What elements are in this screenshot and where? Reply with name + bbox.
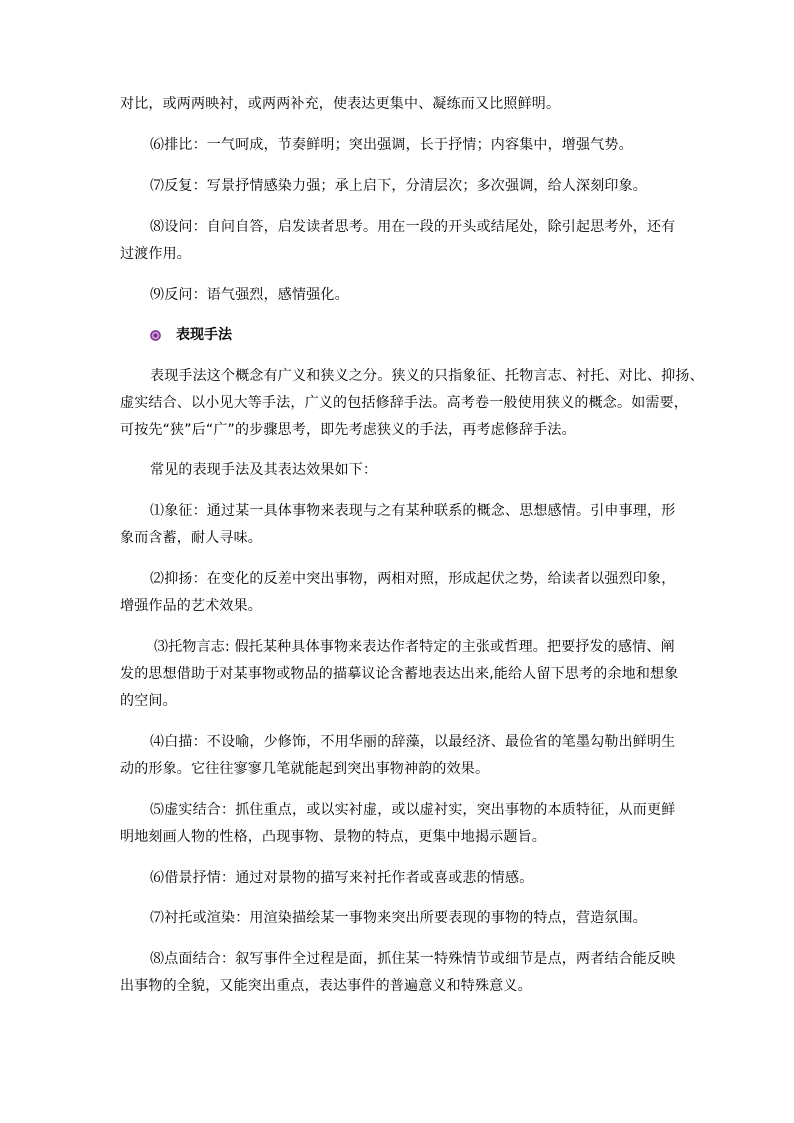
paragraph-rhetorical-question: ⑼反问：语气强烈，感情强化。 [150,287,349,303]
paragraph-parallel-contrast-end: 对比，或两两映衬，或两两补充，使表达更集中、凝练而又比照鲜明。 [120,96,561,112]
paragraph-repetition: ⑺反复：写景抒情感染力强；承上启下，分清层次；多次强调，给人深刻印象。 [150,178,647,194]
paragraph-contrast-rise-fall: ⑵抑扬：在变化的反差中突出事物，两相对照，形成起伏之势，给读者以强烈印象， 增强作品的艺术效果。 [120,571,676,614]
paragraph-rhetorical-question-answer: ⑻设问：自问自答，启发读者思考。用在一段的开头或结尾处，除引起思考外，还有 过渡作用。 [120,219,676,262]
paragraph-point-surface: ⑻点面结合：叙写事件全过程是面，抓住某一特殊情节或细节是点，两者结合能反映 出事物的全貌，又能突出重点，表达事件的普遍意义和特殊意义。 [120,951,676,994]
paragraph-foil-rendering: ⑺衬托或渲染：用渲染描绘某一事物来突出所要表现的事物的特点，营造氛围。 [150,910,647,926]
paragraph-allegory: ⑶托物言志: 假托某种具体事物来表达作者特定的主张或哲理。把要抒发的感情、阐 发的思想借助于对某事物或物品的描摹议论含蓄地表达出来,能给人留下思考的余地和想象 的空间。 [120,639,679,709]
paragraph-parallelism: ⑹排比：一气呵成，节奏鲜明；突出强调，长于抒情；内容集中，增强气势。 [150,137,633,153]
paragraph-symbolism: ⑴象征：通过某一具体事物来表现与之有某种联系的概念、思想感情。引申事理，形 象而含蓄，耐人寻味。 [120,503,676,546]
purple-ring-bullet-icon [150,330,161,341]
paragraph-real-virtual: ⑸虚实结合：抓住重点，或以实衬虚，或以虚衬实，突出事物的本质特征，从而更鲜 明地刻画人物的性格，凸现事物、景物的特点，更集中地揭示题旨。 [120,802,676,845]
section-heading: 表现手法 [176,327,232,343]
paragraph-technique-definition: 表现手法这个概念有广义和狭义之分。狭义的只指象征、托物言志、衬托、对比、抑扬、 虚实结合、以小见大等手法，广义的包括修辞手法。高考卷一般使用狭义的概念。如需要， 可按先“狭”后“广”的步骤思考，即先考虑狭义的手法，再考虑修辞手法。 [120,368,704,438]
paragraph-scenery-emotion: ⑹借景抒情：通过对景物的描写来衬托作者或喜或悲的情感。 [150,870,534,886]
paragraph-plain-sketch: ⑷白描：不设喻，少修饰，不用华丽的辞藻，以最经济、最俭省的笔墨勾勒出鲜明生 动的形象。它往往寥寥几笔就能起到突出事物神韵的效果。 [120,734,676,777]
paragraph-common-techniques-intro: 常见的表现手法及其表达效果如下： [150,462,378,478]
